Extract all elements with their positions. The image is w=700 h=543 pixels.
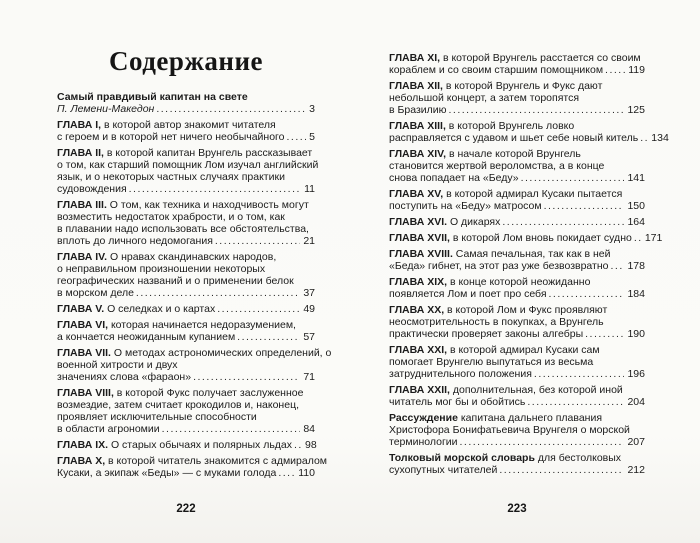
dot-leader (278, 467, 295, 479)
entry-text: затруднительного положения (389, 368, 532, 380)
entry-heading-text: ГЛАВА XIV, (389, 148, 447, 160)
toc-entry-lastline (57, 235, 315, 247)
entry-heading-text: ГЛАВА XXII, (389, 384, 450, 396)
toc-entry-lastline (389, 200, 645, 212)
toc-entry-lastline (389, 104, 645, 116)
entry-page-number: 212 (627, 464, 645, 476)
entry-page-number: 37 (303, 287, 315, 299)
entry-page-number: 204 (627, 396, 645, 408)
entry-text: о том, как старший помощник Лом изучал английский (57, 159, 319, 171)
entry-page-number: 57 (303, 331, 315, 343)
entry-page-number: 171 (644, 232, 663, 244)
entry-heading-text: ГЛАВА XVII, (389, 232, 450, 244)
entry-text: в которой Лом и Фукс проявляют (444, 304, 608, 316)
entry-text: О нравах скандинавских народов, (107, 251, 277, 263)
entry-text: кораблем и со своим старшим помощником (389, 64, 604, 76)
toc-entry-line (57, 455, 328, 467)
entry-text: в которой Врунгель и Фукс дают (442, 80, 603, 92)
entry-heading-text: ГЛАВА IX. (57, 439, 109, 451)
toc-entry-lastline (57, 303, 315, 315)
toc-entry (389, 120, 669, 144)
entry-text: в которой адмирал Кусаки сам (447, 344, 600, 356)
dot-leader (549, 288, 625, 300)
dot-leader (640, 132, 648, 144)
entry-page-number: 71 (303, 371, 315, 383)
entry-text: в которой Врунгель ловко (445, 120, 575, 132)
entry-text: в которой Лом вновь покидает судно (449, 232, 632, 244)
entry-page-number: 150 (627, 200, 645, 212)
toc-page-right (389, 0, 669, 543)
dot-leader (162, 423, 301, 435)
toc-entry-line (57, 211, 315, 223)
folio-right: 223 (507, 503, 527, 515)
toc-entry-line (57, 147, 315, 159)
toc-entry (389, 304, 645, 340)
entry-text: в которой Фукс получает заслуженное (113, 387, 304, 399)
toc-entry-line (389, 276, 645, 288)
toc-entry (389, 188, 645, 212)
dot-leader (527, 396, 624, 408)
toc-entry-line (389, 148, 645, 160)
dot-leader (156, 103, 306, 115)
toc-entry-lastline (57, 103, 315, 115)
toc-entry-line (389, 92, 645, 104)
toc-entry (389, 344, 645, 380)
toc-entry-lastline (57, 439, 315, 451)
toc-entry (389, 80, 645, 116)
entry-heading-text: ГЛАВА XVI. (389, 216, 448, 228)
toc-entry-lastline (57, 423, 315, 435)
entry-text: в которой читатель знакомится с адмиралом (105, 455, 328, 467)
toc-entry-line (389, 424, 645, 436)
toc-entry-line (57, 119, 315, 131)
toc-entry-line (389, 160, 645, 172)
entry-text: О старых обычаях и полярных льдах (108, 439, 293, 451)
entry-page-number: 190 (627, 328, 645, 340)
dot-leader (294, 439, 302, 451)
entry-text: дополнительная, без которой иной (449, 384, 623, 396)
entry-text: П. Лемени-Македон (57, 103, 155, 115)
entry-heading-text: ГЛАВА V. (57, 303, 105, 315)
toc-entry-line (389, 452, 645, 464)
entry-text: которая начинается недоразумением, (108, 319, 296, 331)
dot-leader (449, 104, 625, 116)
entry-text: терминологии (389, 436, 458, 448)
entry-page-number: 125 (627, 104, 645, 116)
entry-text: в которой капитан Врунгель рассказывает (103, 147, 313, 159)
toc-entry-lastline (57, 287, 315, 299)
toc-entry (57, 119, 315, 143)
toc-page-left (57, 0, 332, 543)
entry-text: Кусаки, а экипаж «Беды» — с муками голода (57, 467, 277, 479)
toc-entry-lastline (389, 328, 645, 340)
entry-text: для бестолковых (534, 452, 622, 464)
entry-heading-text: ГЛАВА XVIII. (389, 248, 453, 260)
toc-entry-lastline (389, 132, 669, 144)
entry-page-number: 110 (298, 467, 315, 479)
entry-text: появляется Лом и поет про себя (389, 288, 547, 300)
toc-entry-line (57, 411, 315, 423)
toc-entry-line (389, 248, 645, 260)
entry-heading-text: ГЛАВА IV. (57, 251, 108, 263)
entry-text: становится жертвой вероломства, а в конце (389, 160, 605, 172)
entry-text: а кончается неожиданным купанием (57, 331, 236, 343)
toc-entry-line (57, 263, 315, 275)
entry-text: в начале которой Врунгель (446, 148, 581, 160)
entry-text: неосмотрительность в покупках, а Врунгель (389, 316, 604, 328)
entry-text: в морском деле (57, 287, 134, 299)
entry-page-number: 98 (305, 439, 317, 451)
entry-page-number: 184 (627, 288, 645, 300)
toc-entry (57, 199, 315, 247)
entry-text: вплоть до личного недомогания (57, 235, 213, 247)
entry-text: сухопутных читателей (389, 464, 498, 476)
entry-heading-text: ГЛАВА III. (57, 199, 107, 211)
entry-text: практически проверяет законы алгебры (389, 328, 584, 340)
entry-heading-text: ГЛАВА VI, (57, 319, 109, 331)
toc-entry-lastline (57, 467, 315, 479)
entry-page-number: 141 (627, 172, 645, 184)
entry-page-number: 178 (627, 260, 645, 272)
dot-leader (605, 64, 625, 76)
toc-entry-line (389, 316, 645, 328)
entry-heading-text: ГЛАВА XIX, (389, 276, 448, 288)
toc-entry-line (57, 91, 315, 103)
dot-leader (237, 331, 300, 343)
toc-entry-line (389, 120, 645, 132)
entry-page-number: 207 (627, 436, 645, 448)
entry-text: Христофора Бонифатьевича Врунгеля о морской (389, 424, 630, 436)
toc-entry (389, 216, 645, 228)
entry-text: в которой Врунгель расстается со своим (440, 52, 641, 64)
toc-entry-lastline (389, 260, 645, 272)
entry-text: О селедках и о картах (104, 303, 216, 315)
entry-text: О методах астрономических определений, о (110, 347, 332, 359)
toc-entry-line (389, 80, 645, 92)
toc-entry-line (57, 347, 332, 359)
toc-entry-line (57, 387, 315, 399)
entry-heading-text: ГЛАВА XI, (389, 52, 441, 64)
entry-text: в которой адмирал Кусаки пытается (443, 188, 623, 200)
toc-entry (57, 455, 328, 479)
entry-text: О дикарях (447, 216, 501, 228)
entry-heading-text: Толковый морской словарь (389, 452, 535, 464)
entry-text: о неправильном произношении некоторых (57, 263, 266, 275)
entry-heading-text: ГЛАВА XIII, (389, 120, 446, 132)
entry-text: проявляет исключительные способности (57, 411, 257, 423)
dot-leader (193, 371, 300, 383)
entry-heading-text: Самый правдивый капитан на свете (57, 91, 248, 103)
toc-entries-left (57, 91, 332, 479)
toc-entry-line (389, 384, 645, 396)
entry-heading-text: ГЛАВА XV, (389, 188, 444, 200)
entry-heading-text: ГЛАВА II, (57, 147, 104, 159)
entry-page-number: 119 (628, 64, 645, 76)
toc-entry-lastline (389, 64, 645, 76)
folio-left: 222 (176, 503, 196, 515)
toc-entry-line (57, 251, 315, 263)
entry-text: в области агрономии (57, 423, 160, 435)
page-title: Содержание (108, 46, 264, 76)
toc-entry-lastline (389, 396, 645, 408)
entry-text: помогает Врунгелю выпутаться из весьма (389, 356, 594, 368)
entry-heading-text: ГЛАВА VIII, (57, 387, 114, 399)
entry-text: с героем и в которой нет ничего необычайного (57, 131, 285, 143)
dot-leader (634, 232, 642, 244)
toc-entry-line (57, 319, 315, 331)
entry-page-number: 3 (309, 103, 315, 115)
toc-entry (389, 452, 645, 476)
dot-leader (460, 436, 625, 448)
entry-heading-text: ГЛАВА I, (57, 119, 102, 131)
toc-entry (389, 276, 645, 300)
dot-leader (544, 200, 625, 212)
toc-entry-lastline (57, 131, 315, 143)
dot-leader (136, 287, 300, 299)
entry-page-number: 84 (303, 423, 315, 435)
entry-text: в конце которой неожиданно (447, 276, 591, 288)
entry-text: судовождения (57, 183, 127, 195)
entry-text: «Беда» гибнет, на этот раз уже безвозвратно (389, 260, 609, 272)
dot-leader (287, 131, 307, 143)
entry-page-number: 196 (627, 368, 645, 380)
toc-entry-line (57, 275, 315, 287)
entry-text: снова попадает на «Беду» (389, 172, 519, 184)
toc-entry (389, 384, 645, 408)
dot-leader (129, 183, 301, 195)
entry-text: небольшой концерт, а затем торопятся (389, 92, 580, 104)
dot-leader (534, 368, 625, 380)
toc-entry-line (57, 359, 315, 371)
toc-entry-lastline (57, 183, 315, 195)
toc-entry-lastline (57, 331, 315, 343)
toc-entry-lastline (389, 232, 663, 244)
toc-entry (389, 248, 645, 272)
entry-text: язык, и о некоторых частных случаях практики (57, 171, 285, 183)
entry-text: Самая печальная, так как в ней (452, 248, 611, 260)
toc-entry-lastline (389, 464, 645, 476)
toc-entry (57, 439, 315, 451)
entry-text: капитана дальнего плавания (457, 412, 603, 424)
dot-leader (521, 172, 625, 184)
entry-page-number: 49 (303, 303, 315, 315)
toc-entry (389, 148, 645, 184)
entry-text: расправляется с удавом и шьет себе новый китель (389, 132, 639, 144)
toc-entry-line (389, 188, 645, 200)
toc-entry-line (389, 356, 645, 368)
toc-entry-line (57, 223, 315, 235)
toc-entry-lastline (389, 216, 645, 228)
entry-page-number: 164 (627, 216, 645, 228)
entry-text: возместить недостаток храбрости, и о том, как (57, 211, 285, 223)
entry-heading-text: ГЛАВА XII, (389, 80, 443, 92)
toc-entry (389, 52, 645, 76)
entry-heading-text: ГЛАВА X, (57, 455, 106, 467)
entry-text: возмездие, затем считает крокодилов и, наконец, (57, 399, 300, 411)
entry-heading-text: ГЛАВА XX, (389, 304, 445, 316)
toc-entries-right (389, 52, 669, 476)
toc-entry-line (57, 199, 315, 211)
toc-entry-lastline (389, 436, 645, 448)
toc-entry-line (57, 399, 315, 411)
toc-entry-lastline (57, 371, 315, 383)
toc-entry (57, 91, 315, 115)
toc-entry (57, 251, 315, 299)
dot-leader (502, 216, 624, 228)
entry-text: географических названий и о применении белок (57, 275, 294, 287)
toc-entry (57, 347, 332, 383)
entry-text: в которой автор знакомит читателя (101, 119, 276, 131)
toc-entry (389, 412, 645, 448)
toc-entry (57, 303, 315, 315)
toc-entry (57, 319, 315, 343)
toc-entry-line (389, 304, 645, 316)
dot-leader (610, 260, 624, 272)
entry-text: О том, как техника и находчивость могут (106, 199, 309, 211)
toc-entry (389, 232, 663, 244)
dot-leader (585, 328, 624, 340)
entry-text: читатель мог бы и обойтись (389, 396, 526, 408)
entry-heading-text: Рассуждение (389, 412, 458, 424)
toc-entry-line (389, 344, 645, 356)
entry-text: военной хитрости и двух (57, 359, 178, 371)
entry-text: значениях слова «фараон» (57, 371, 192, 383)
entry-text: поступить на «Беду» матросом (389, 200, 542, 212)
entry-page-number: 21 (303, 235, 315, 247)
dot-leader (499, 464, 624, 476)
toc-entry (57, 147, 319, 195)
toc-entry-line (389, 412, 645, 424)
entry-heading-text: ГЛАВА XXI, (389, 344, 448, 356)
toc-entry-line (57, 171, 315, 183)
dot-leader (215, 235, 300, 247)
toc-entry-lastline (389, 172, 645, 184)
entry-page-number: 134 (651, 132, 669, 144)
dot-leader (217, 303, 300, 315)
entry-text: в Бразилию (389, 104, 447, 116)
toc-entry-line (57, 159, 319, 171)
entry-page-number: 11 (304, 183, 315, 195)
toc-entry-line (389, 52, 645, 64)
entry-heading-text: ГЛАВА VII. (57, 347, 111, 359)
entry-page-number: 5 (309, 131, 315, 143)
toc-entry (57, 387, 315, 435)
entry-text: в плавании надо использовать все обстоятельства, (57, 223, 309, 235)
toc-entry-lastline (389, 288, 645, 300)
toc-entry-lastline (389, 368, 645, 380)
